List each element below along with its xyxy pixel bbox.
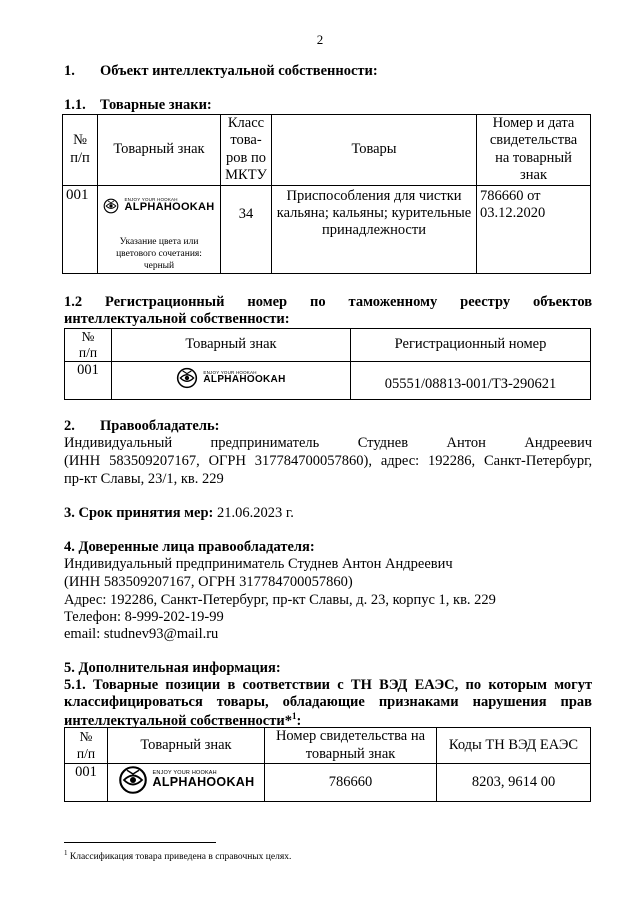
section-5-1-line1: 5.1. Товарные позиции в соответствии с ТН ВЭД ЕАЭС, по которым могут: [64, 677, 593, 693]
col-header-goods: Товары: [272, 115, 477, 186]
logo-brand: ALPHAHOOKAH: [152, 775, 255, 790]
logo-tagline: ENJOY YOUR HOOKAH: [124, 196, 178, 202]
table-row: [65, 764, 591, 802]
footnote-reference[interactable]: 1: [291, 711, 297, 721]
table-row: [63, 185, 591, 273]
row-certificate: 786660 от 03.12.2020: [477, 185, 591, 273]
row-certificate: 786660: [265, 764, 437, 802]
col-header-trademark: Товарный знак: [108, 728, 265, 764]
col-header-certificate: Номер и дата свидетельства на товарный знак: [477, 115, 591, 186]
col-header-class: Класс това- ров по МКТУ: [221, 115, 272, 186]
col-header-num: № п/п: [63, 115, 98, 186]
right-holder-line2: (ИНН 583509207167, ОГРН 317784700057860), адрес: 192286, Санкт-Петербург,: [64, 453, 593, 469]
measures-term: [64, 505, 294, 522]
table-row: [65, 362, 591, 400]
footnote-mark: 1: [64, 849, 68, 857]
row-num: 001: [63, 185, 98, 273]
trademark-cell: [98, 185, 221, 273]
trademark-logo: [118, 765, 255, 795]
row-num: 001: [65, 764, 108, 802]
measures-term-value: 21.06.2023 г.: [213, 505, 294, 521]
section-1-1-number: 1.1.: [64, 97, 86, 113]
col-header-trademark: Товарный знак: [98, 115, 221, 186]
footnote: [64, 849, 291, 862]
footnote-separator: [64, 842, 216, 843]
trademark-logo: [103, 198, 214, 214]
trustee-email: email: studnev93@mail.ru: [64, 626, 219, 642]
hookah-eye-icon: [103, 198, 119, 214]
section-5-1-line3: интеллектуальной собственности*$^1$:: [64, 711, 302, 729]
logo-brand: ALPHAHOOKAH: [203, 374, 286, 386]
customs-register-table: [64, 328, 591, 400]
col-header-trademark: Товарный знак: [112, 329, 351, 362]
logo-tagline: ENJOY YOUR HOOKAH: [152, 769, 217, 776]
page-number: 2: [316, 32, 324, 47]
col-header-reg-number: Регистрационный номер: [351, 329, 591, 362]
section-4-heading: 4. Доверенные лица правообладателя:: [64, 539, 315, 555]
row-reg-number: 05551/08813-001/ТЗ-290621: [351, 362, 591, 400]
col-header-num: № п/п: [65, 329, 112, 362]
col-header-certificate: Номер свидетельства на товарный знак: [265, 728, 437, 764]
section-1-1-heading: Товарные знаки:: [100, 97, 212, 113]
row-codes: 8203, 9614 00: [437, 764, 591, 802]
logo-brand: ALPHAHOOKAH: [124, 201, 215, 214]
section-2-heading: Правообладатель:: [100, 418, 220, 434]
right-holder-line3: пр-кт Славы, 23/1, кв. 229: [64, 471, 224, 487]
trademarks-table: [62, 114, 591, 274]
hookah-eye-icon: [118, 765, 148, 795]
right-holder-line1: Индивидуальный предприниматель Студнев Антон Андреевич: [64, 435, 593, 451]
section-1-number: 1.: [64, 63, 75, 79]
logo-tagline: ENJOY YOUR HOOKAH: [203, 369, 257, 375]
hookah-eye-icon: [176, 367, 198, 389]
trademark-logo: [176, 367, 285, 389]
trustee-address: Адрес: 192286, Санкт-Петербург, пр-кт Славы, д. 23, корпус 1, кв. 229: [64, 592, 496, 608]
row-num: 001: [65, 362, 112, 400]
section-1-2-heading-line1: 1.2 Регистрационный номер по таможенному реестру объектов: [64, 294, 593, 310]
row-class: 34: [221, 185, 272, 273]
trademark-cell: [112, 362, 351, 400]
section-5-1-line2: классифицироваться товары, обладающие признаками нарушения прав: [64, 694, 593, 710]
col-header-codes: Коды ТН ВЭД ЕАЭС: [437, 728, 591, 764]
trademark-cell: [108, 764, 265, 802]
trustee-phone: Телефон: 8-999-202-19-99: [64, 609, 224, 625]
section-1-2-heading-line2: интеллектуальной собственности:: [64, 311, 290, 327]
trustee-line: (ИНН 583509207167, ОГРН 317784700057860): [64, 574, 353, 590]
footnote-text: Классификация товара приведена в справочных целях.: [67, 852, 292, 863]
row-goods: Приспособления для чистки кальяна; кальяны; курительные принадлежности: [272, 185, 477, 273]
measures-term-label: 3. Срок принятия мер:: [64, 505, 214, 521]
col-header-num: № п/п: [65, 728, 108, 764]
color-note: Указание цвета или цветового сочетания: черный: [116, 236, 202, 271]
section-5-heading: 5. Дополнительная информация:: [64, 660, 281, 676]
section-2-number: 2.: [64, 418, 75, 434]
tnved-codes-table: [64, 727, 591, 802]
section-1-heading: Объект интеллектуальной собственности:: [100, 63, 378, 79]
trustee-line: Индивидуальный предприниматель Студнев Антон Андреевич: [64, 556, 453, 572]
